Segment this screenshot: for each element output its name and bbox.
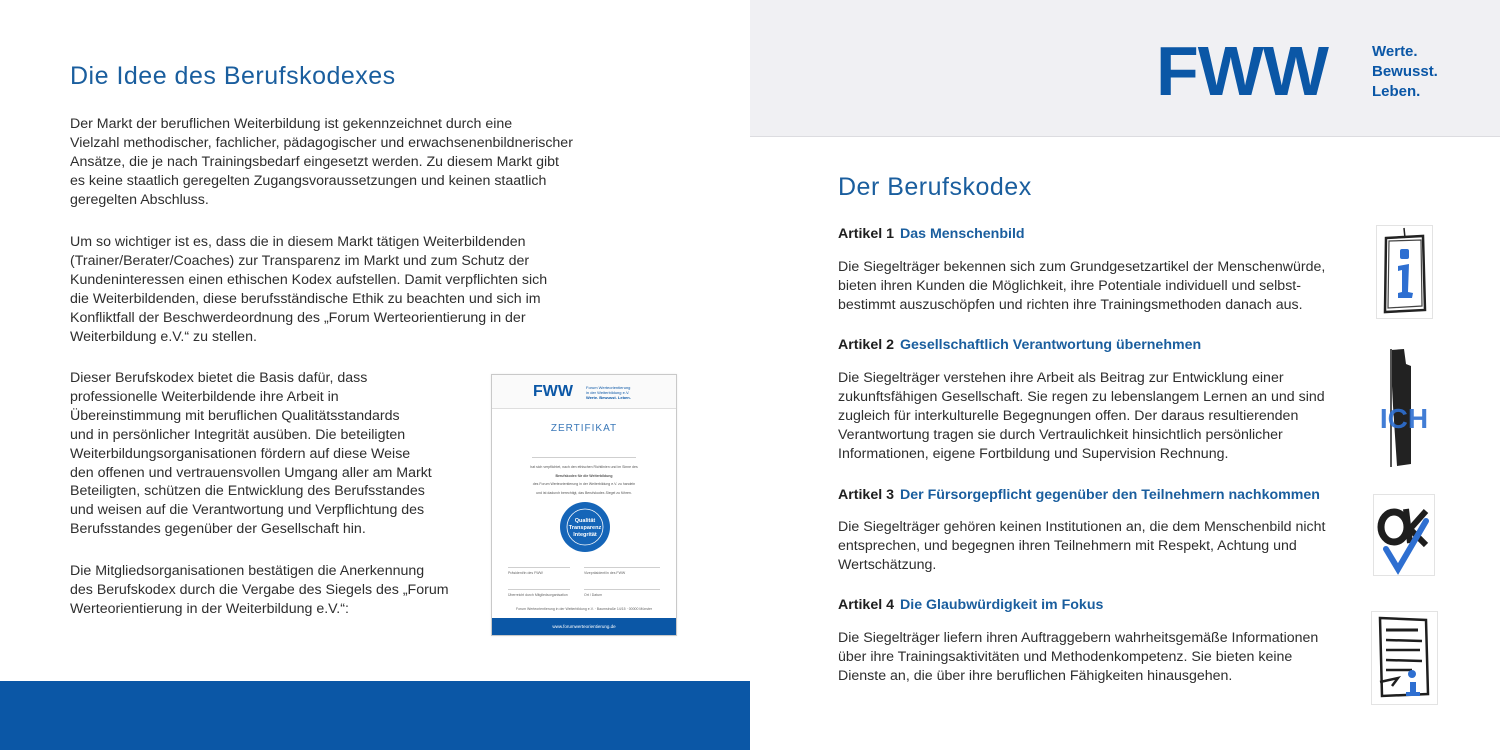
- article-2-heading: Artikel 2 Gesellschaftlich Verantwortung übernehmen: [838, 337, 1202, 353]
- svg-text:Transparenz: Transparenz: [568, 525, 602, 531]
- certificate-sign2-left: Überreicht durch Mitgliedsorganisation: [508, 593, 568, 597]
- certificate-title: ZERTIFIKAT: [550, 423, 618, 434]
- certificate-header: [492, 375, 676, 409]
- article-4-heading: Artikel 4 Die Glaubwürdigkeit im Fokus: [838, 597, 1104, 613]
- article-2-text: Die Siegelträger verstehen ihre Arbeit als Beitrag zur Entwicklung einer zukunftsfähigen Gesellschaft. Sie regen zu lebenslangem Lernen an und sind zugleich für interkulturelle Begegnungen offen. Der daraus resultierenden Verantwortung tragen sie durch Vertraulichkeit hinsichtlich persönlicher Informationen, eigene Fortbildung und Supervision Rechnung.: [838, 370, 1325, 462]
- article-3-text: Die Siegelträger gehören keinen Institutionen an, die dem Menschenbild nicht entsprechen, und begegnen ihren Teilnehmern mit Respekt, Achtung und Wertschätzung.: [838, 519, 1326, 573]
- document-icon: [1371, 611, 1438, 705]
- certificate-logo: FWW: [533, 383, 573, 400]
- certificate-sign-left: Präsident/in des FWW: [508, 571, 543, 575]
- fww-logo: FWW: [1156, 32, 1328, 110]
- ich-icon: [1376, 345, 1433, 471]
- certificate-sign2-right: Ort / Datum: [584, 593, 603, 597]
- svg-text:Integrität: Integrität: [573, 532, 597, 538]
- certificate-footer: www.forumwerteorientierung.de: [492, 618, 676, 635]
- certificate-address: Forum Werteorientierung in der Weiterbildung e.V. · Baumstraße 14/15 · 00000 Münster: [515, 607, 653, 611]
- article-3-heading: Artikel 3 Der Fürsorgepflicht gegenüber den Teilnehmern nachkommen: [838, 487, 1320, 503]
- svg-text:Qualität: Qualität: [574, 518, 596, 524]
- slogan: Werte. Bewusst. Leben.: [1372, 43, 1438, 100]
- right-heading: Der Berufskodex: [838, 173, 1032, 201]
- certificate-text: hat sich verpflichtet, nach den ethischen Richtlinien und im Sinne des Berufskodex für die Weiterbildung des Forum Werteorientierung in der Weiterbildung e.V. zu handeln und ist dadurch berechtigt, das Berufskodex-Siegel zu führen.: [530, 465, 638, 495]
- certificate-image: [491, 374, 677, 636]
- certificate-org: Forum Werteorientierung in der Weiterbildung e.V. Werte. Bewusst. Leben.: [586, 385, 631, 400]
- certificate-name-line: [532, 457, 636, 458]
- ok-icon: [1373, 494, 1435, 576]
- svg-text:ICH: ICH: [1379, 403, 1429, 434]
- left-heading: Die Idee des Berufskodexes: [70, 62, 396, 90]
- certificate-sign-right: Vizepräsident/in des FWW: [584, 571, 626, 575]
- article-4-text: Die Siegelträger liefern ihren Auftraggebern wahrheitsgemäße Informationen über ihre Trainingsaktivitäten und Methodenkompetenz. Sie bieten keine Dienste an, die über ihre beruflichen Fähigkeiten hinausgehen.: [838, 630, 1319, 684]
- info-i-icon: [1376, 225, 1433, 319]
- paragraph-2: Um so wichtiger ist es, dass die in diesem Markt tätigen Weiterbildenden (Trainer/Berater/Coaches) zur Transparenz im Markt und zum Schutz der Kundeninteressen einen ethischen Kodex aufstellen. Damit verpflichten sich die Weiterbildenden, diese berufsständische Ethik zu beachten und sich im Konfliktfall der Beschwerdeordnung des „Forum Werteorientierung in der Weiterbildung e.V.“ zu stellen.: [70, 234, 548, 345]
- paragraph-1: Der Markt der beruflichen Weiterbildung ist gekennzeichnet durch eine Vielzahl methodischer, fachlicher, pädagogischer und erwachsenenbildnerischer Ansätze, die je nach Trainingsbedarf eingesetzt werden. Zu diesem Markt gibt es keine staatlich geregelten Zugangsvoraussetzungen und keinen staatlich geregelten Abschluss.: [70, 116, 573, 208]
- left-footer-band: [0, 681, 750, 750]
- article-1-heading: Artikel 1 Das Menschenbild: [838, 226, 1025, 242]
- paragraph-3: Dieser Berufskodex bietet die Basis dafür, dass professionelle Weiterbildende ihre Arbeit in Übereinstimmung mit beruflichen Qualitätsstandards und in persönlicher Integrität ausüben. Die beteiligten Weiterbildungsorganisationen fördern auf diese Weise den offenen und vertrauensvollen Umgang aller am Markt Beteiligten, schützen die Entwicklung des Berufsstandes und weisen auf die Verantwortung und Verpflichtung des Berufsstandes gegenüber der Gesellschaft hin.: [70, 370, 432, 538]
- certificate-seal: [559, 501, 611, 553]
- paragraph-4: Die Mitgliedsorganisationen bestätigen die Anerkennung des Berufskodex durch die Vergabe des Siegels des „Forum Werteorientierung in der Weiterbildung e.V.“:: [70, 563, 449, 617]
- article-1-text: Die Siegelträger bekennen sich zum Grundgesetzartikel der Menschenwürde, bieten ihren Kunden die Möglichkeit, ihre Potentiale individuell und selbst- bestimmt auszuschöpfen und richten ihre Trainingsmethoden danach aus.: [838, 259, 1326, 313]
